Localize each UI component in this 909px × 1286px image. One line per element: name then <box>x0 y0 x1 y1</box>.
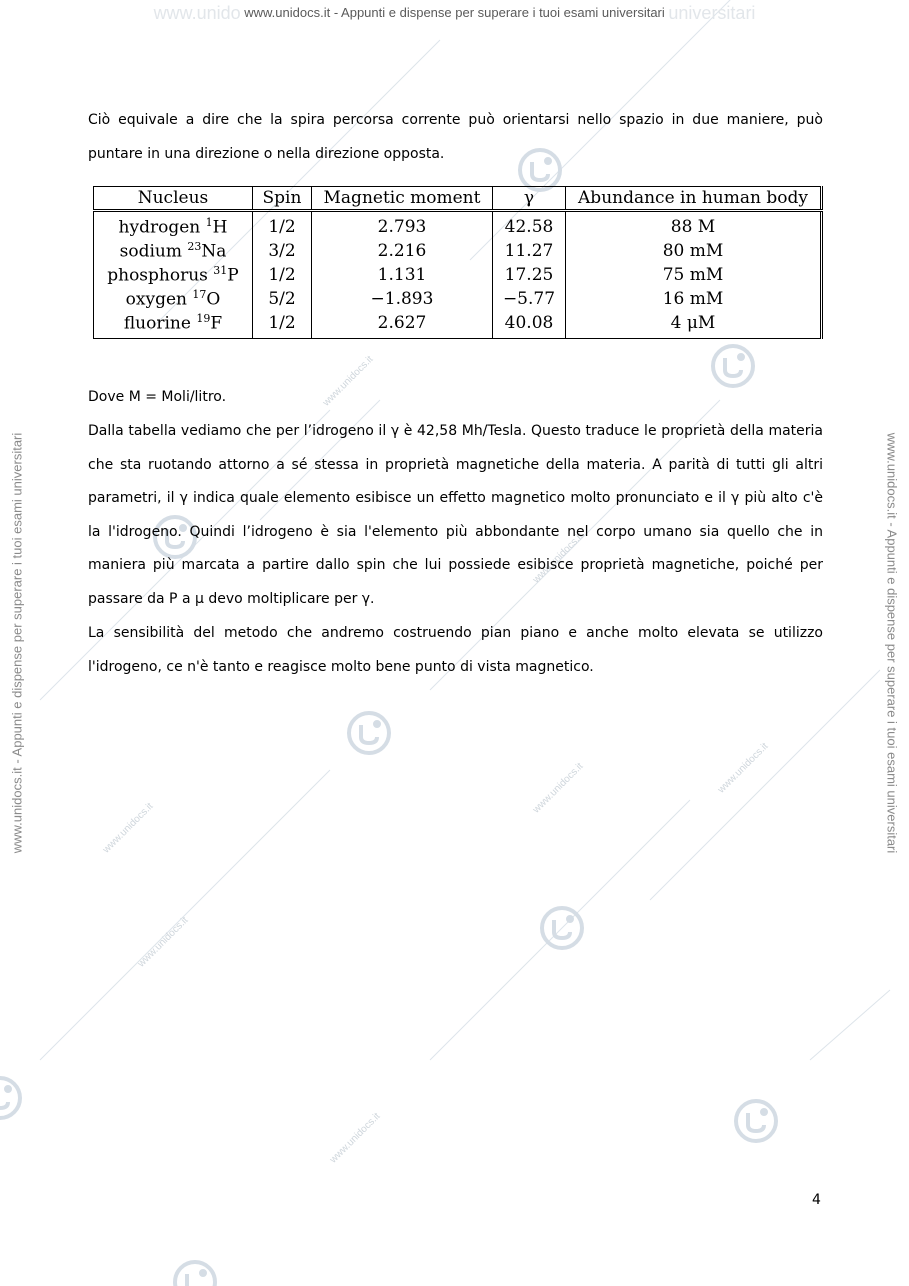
nucleus-name: phosphorus <box>107 265 208 286</box>
table-header-row <box>94 187 822 211</box>
header-gamma: γ <box>493 187 566 211</box>
cell-gamma: 40.08 <box>493 311 566 339</box>
watermark-side-left: www.unidocs.it - Appunti e dispense per superare i tuoi esami universitari <box>9 432 25 854</box>
cell-spin: 5/2 <box>253 287 312 311</box>
unidocs-logo-icon <box>736 1101 776 1141</box>
nucleus-mass-number: 19 <box>196 312 211 326</box>
watermark-banner-top: www.unido www.unidocs.it - Appunti e dispense per superare i tuoi esami universitari universitari <box>153 3 756 23</box>
cell-nucleus <box>94 211 253 240</box>
unidocs-logo-icon <box>713 346 753 386</box>
cell-abundance: 4 μM <box>566 311 822 339</box>
nucleus-symbol: O <box>206 289 221 310</box>
watermark-side-right: www.unidocs.it - Appunti e dispense per superare i tuoi esami universitari <box>884 432 900 854</box>
header-spin: Spin <box>253 187 312 211</box>
watermark-small-text: www.unidocs.it <box>327 1110 383 1166</box>
paragraph-molar: Dove M = Moli/litro. <box>88 389 227 405</box>
cell-abundance: 88 M <box>566 211 822 240</box>
cell-abundance: 75 mM <box>566 263 822 287</box>
table-row <box>94 263 822 287</box>
nucleus-mass-number: 1 <box>205 216 213 230</box>
paragraph-intro: Ciò equivale a dire che la spira percorsa corrente può orientarsi nello spazio in due maniere, può puntare in una direzione o nella direzione opposta. <box>88 112 823 162</box>
watermark-small-text: www.unidocs.it <box>530 530 586 586</box>
nucleus-mass-number: 31 <box>213 264 228 278</box>
cell-moment: −1.893 <box>312 287 493 311</box>
header-abundance: Abundance in human body <box>566 187 822 211</box>
nucleus-symbol: Na <box>201 241 227 262</box>
cell-spin: 1/2 <box>253 263 312 287</box>
table-row <box>94 311 822 339</box>
nuclei-table <box>93 186 823 339</box>
cell-moment: 2.793 <box>312 211 493 240</box>
nucleus-mass-number: 17 <box>192 288 207 302</box>
nucleus-symbol: F <box>210 313 223 334</box>
unidocs-logo-icon <box>175 1262 215 1286</box>
nucleus-name: sodium <box>119 241 182 262</box>
paragraph-gamma: Dalla tabella vediamo che per l’idrogeno il γ è 42,58 Mh/Tesla. Questo traduce le proprietà della materia che sta ruotando attorno a sé stessa in proprietà magnetiche della materia. A parità di tutti gli altri parametri, il γ indica quale elemento esibisce un effetto magnetico molto pronunciato e il γ più alto c'è la l'idrogeno. Quindi l’idrogeno è sia l'elemento più abbondante nel corpo umano sia quello che in maniera più marcata a partire dallo spin che lui possiede esibisce proprietà magnetiche, poiché per passare da P a μ devo moltiplicare per γ. <box>88 423 823 607</box>
cell-nucleus <box>94 311 253 339</box>
paragraph-sensitivity: La sensibilità del metodo che andremo costruendo pian piano e anche molto elevata se utilizzo l'idrogeno, ce n'è tanto e reagisce molto bene punto di vista magnetico. <box>88 625 823 675</box>
page-number: 4 <box>812 1192 821 1208</box>
header-nucleus: Nucleus <box>94 187 253 211</box>
cell-spin: 1/2 <box>253 311 312 339</box>
cell-nucleus <box>94 263 253 287</box>
watermark-small-text: www.unidocs.it <box>320 353 376 409</box>
cell-moment: 2.216 <box>312 239 493 263</box>
nucleus-name: hydrogen <box>118 217 201 238</box>
table-row <box>94 287 822 311</box>
cell-nucleus <box>94 239 253 263</box>
cell-gamma: 11.27 <box>493 239 566 263</box>
cell-moment: 2.627 <box>312 311 493 339</box>
unidocs-logo-icon <box>349 713 389 753</box>
nucleus-name: oxygen <box>125 289 187 310</box>
cell-moment: 1.131 <box>312 263 493 287</box>
nucleus-symbol: P <box>227 265 239 286</box>
table-row <box>94 211 822 240</box>
table-row <box>94 239 822 263</box>
header-magnetic-moment: Magnetic moment <box>312 187 493 211</box>
watermark-small-text: www.unidocs.it <box>530 760 586 816</box>
cell-nucleus <box>94 287 253 311</box>
cell-spin: 3/2 <box>253 239 312 263</box>
watermark-small-text: www.unidocs.it <box>135 914 191 970</box>
cell-abundance: 80 mM <box>566 239 822 263</box>
watermark-small-text: www.unidocs.it <box>715 740 771 796</box>
cell-gamma: 17.25 <box>493 263 566 287</box>
cell-gamma: 42.58 <box>493 211 566 240</box>
cell-gamma: −5.77 <box>493 287 566 311</box>
nucleus-mass-number: 23 <box>187 240 202 254</box>
cell-abundance: 16 mM <box>566 287 822 311</box>
cell-spin: 1/2 <box>253 211 312 240</box>
watermark-small-text: www.unidocs.it <box>100 800 156 856</box>
nucleus-symbol: H <box>212 217 228 238</box>
unidocs-logo-icon <box>0 1078 20 1118</box>
nucleus-name: fluorine <box>123 313 191 334</box>
